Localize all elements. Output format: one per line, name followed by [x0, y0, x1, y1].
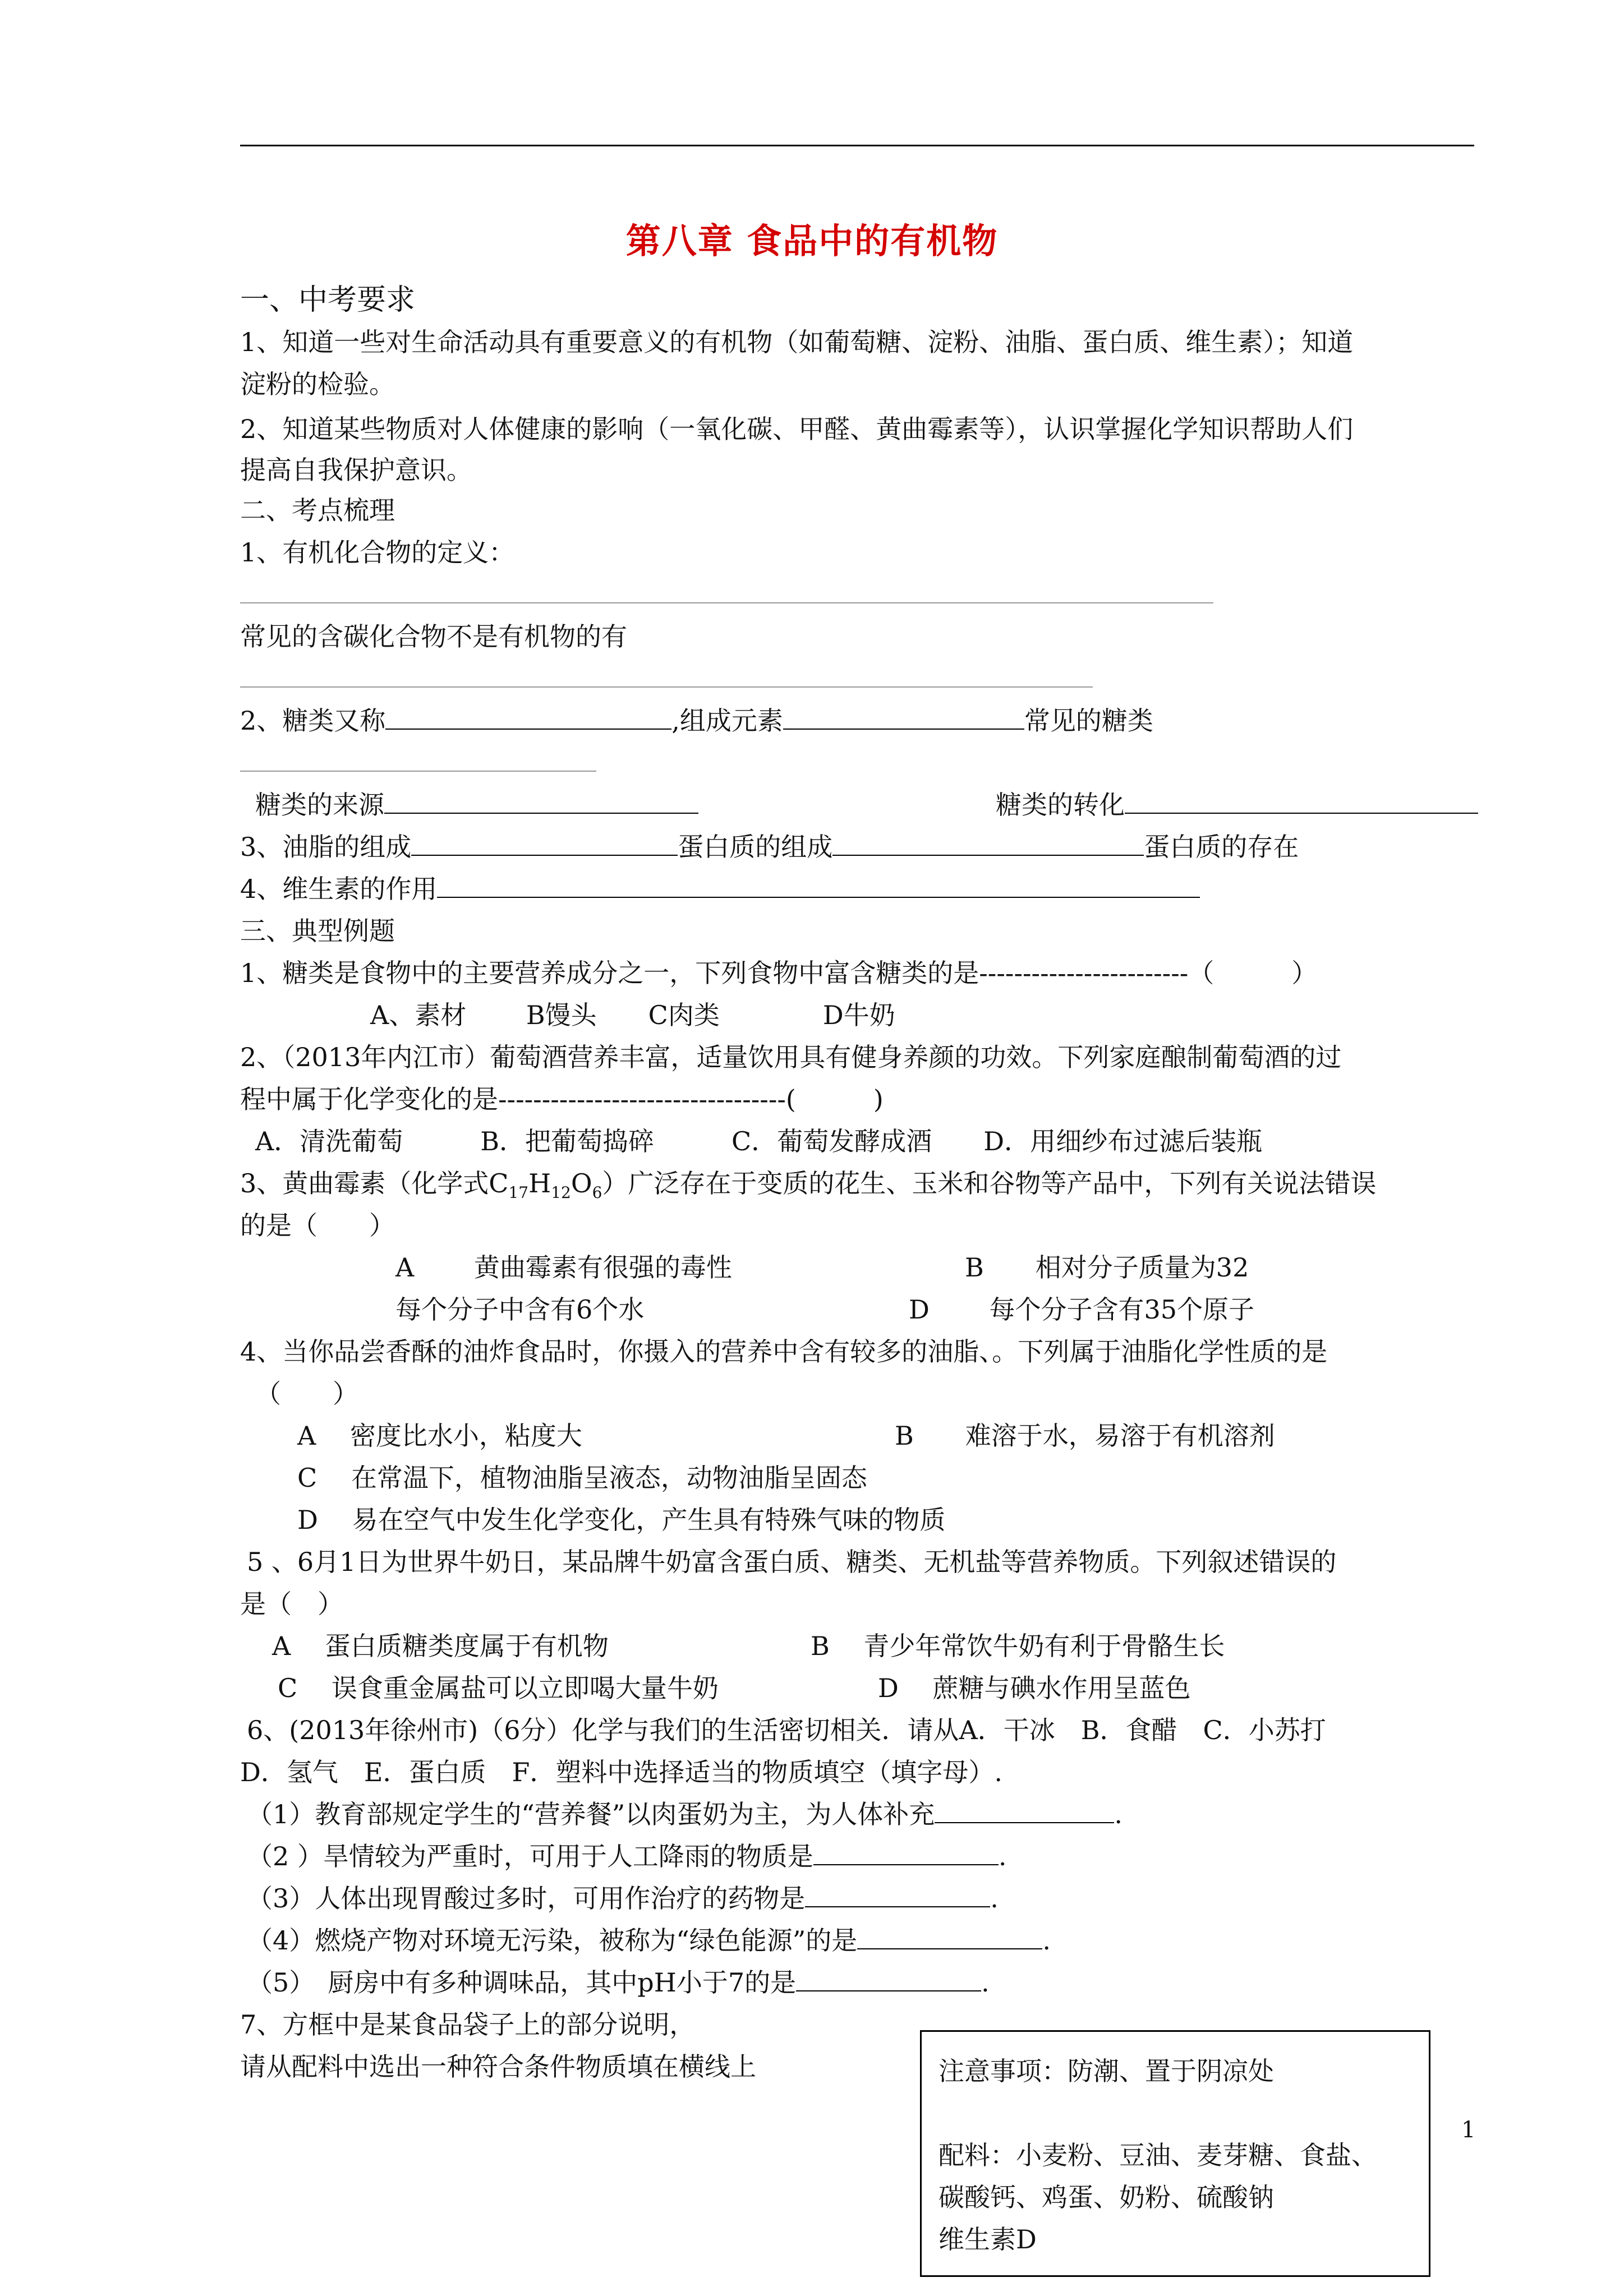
sugar-conversion-label: 糖类的转化: [996, 790, 1125, 820]
answer-blank-definition[interactable]: [240, 578, 1213, 611]
question-4-stem-line-1: 4、当你品尝香酥的油炸食品时，你摄入的营养中含有较多的油脂、。下列属于油脂化学性质的是: [240, 1336, 1328, 1367]
page-title: 第八章 食品中的有机物: [625, 220, 999, 261]
answer-blank-sugar-source[interactable]: [384, 790, 698, 814]
question-3-stem-line-1: [240, 1167, 1376, 1210]
question-7-stem-line-2: 请从配料中选出一种符合条件物质填在横线上: [240, 2051, 756, 2082]
answer-blank-q6-3[interactable]: [805, 1884, 990, 1907]
question-5-option-b: B 青少年常饮牛奶有利于骨骼生长: [811, 1631, 1225, 1661]
answer-blank-vitamin-function[interactable]: [437, 874, 1200, 898]
review-item-3: [240, 830, 1299, 864]
review-item-2-source: [255, 788, 698, 822]
period-mark: .: [1042, 1925, 1051, 1956]
question-4-option-b: B 难溶于水，易溶于有机溶剂: [895, 1421, 1275, 1451]
formula-element-h: H: [528, 1168, 551, 1198]
question-6-part-2: [247, 1839, 1007, 1873]
review-item-2-label-c: 常见的糖类: [1024, 706, 1153, 736]
period-mark: .: [981, 1967, 990, 1998]
answer-blank-carbon-compounds[interactable]: [240, 662, 1093, 695]
review-item-2-label-b: ,组成元素: [671, 706, 783, 736]
question-3-stem-suffix: ）广泛存在于变质的花生、玉米和谷物等产品中，下列有关说法错误: [602, 1168, 1377, 1198]
answer-blank-q6-4[interactable]: [857, 1926, 1042, 1949]
answer-blank-sugar-conversion[interactable]: [1125, 790, 1478, 814]
question-6-part-1-text: （1）教育部规定学生的“营养餐”以肉蛋奶为主，为人体补充: [247, 1799, 935, 1829]
question-4-option-a: A 密度比水小，粘度大: [297, 1421, 582, 1451]
question-6-part-3: [247, 1882, 999, 1915]
review-item-1b: 常见的含碳化合物不是有机物的有: [240, 621, 627, 652]
question-6-part-5: [247, 1966, 990, 1999]
answer-blank-protein-composition[interactable]: [832, 832, 1144, 856]
sugar-source-label: 糖类的来源: [255, 790, 384, 820]
period-mark: .: [990, 1883, 999, 1914]
question-3-option-b: B 相对分子质量为32: [965, 1252, 1249, 1283]
question-6-part-3-text: （3）人体出现胃酸过多时，可用作治疗的药物是: [247, 1883, 806, 1914]
answer-blank-q6-2[interactable]: [813, 1842, 999, 1865]
food-label-notice: 注意事项：防潮、置于阴凉处: [938, 2056, 1274, 2086]
question-7-stem-line-1: 7、方框中是某食品袋子上的部分说明，: [240, 2009, 696, 2040]
question-5-stem-line-1: 5 、6月1日为世界牛奶日，某品牌牛奶富含蛋白质、糖类、无机盐等营养物质。下列叙述错误的: [247, 1547, 1337, 1577]
vitamin-function-label: 4、维生素的作用: [240, 874, 438, 904]
section-heading-review: 二、考点梳理: [240, 495, 395, 525]
question-3-stem-line-2: 的是（ ）: [240, 1210, 395, 1241]
formula-subscript-o: 6: [592, 1183, 602, 1202]
food-label-ingredients-line-2: 碳酸钙、鸡蛋、奶粉、硫酸钠: [938, 2182, 1274, 2212]
section-heading-requirements: 一、中考要求: [240, 283, 416, 317]
review-item-1: 1、有机化合物的定义：: [240, 537, 515, 568]
question-6-part-1: [247, 1797, 1122, 1831]
question-3-stem-prefix: 3、黄曲霉素（化学式C: [240, 1168, 509, 1198]
food-label-ingredients-line-3: 维生素D: [938, 2224, 1037, 2254]
question-3-option-c: 每个分子中含有6个水: [395, 1294, 645, 1325]
requirement-1-line-1: 1、知道一些对生命活动具有重要意义的有机物（如葡萄糖、淀粉、油脂、蛋白质、维生素）；知道: [240, 327, 1354, 357]
formula-subscript-h: 12: [551, 1183, 571, 1202]
question-2-stem-line-2: 程中属于化学变化的是---------------------------------( ): [240, 1084, 884, 1114]
answer-blank-q6-5[interactable]: [796, 1968, 981, 1991]
section-heading-examples: 三、典型例题: [240, 916, 395, 946]
question-6-stem-line-1: 6、(2013年徐州市)（6分）化学与我们的生活密切相关．请从A．干冰 B．食醋 C．小苏打: [247, 1715, 1326, 1745]
question-5-option-c: C 误食重金属盐可以立即喝大量牛奶: [278, 1673, 719, 1703]
question-2-options: A．清洗葡萄 B．把葡萄捣碎 C．葡萄发酵成酒 D．用细纱布过滤后装瓶: [255, 1126, 1263, 1156]
food-label-box: [920, 2030, 1430, 2277]
question-3-option-d: D 每个分子含有35个原子: [909, 1294, 1255, 1325]
requirement-2-line-2: 提高自我保护意识。: [240, 455, 472, 485]
answer-blank-sugar-alias[interactable]: [385, 706, 671, 730]
food-label-ingredients-line-1: 配料：小麦粉、豆油、麦芽糖、食盐、: [938, 2140, 1377, 2170]
answer-blank-common-sugars[interactable]: [240, 746, 596, 780]
question-3-option-a: A 黄曲霉素有很强的毒性: [395, 1252, 732, 1283]
question-4-option-c: C 在常温下，植物油脂呈液态，动物油脂呈固态: [297, 1463, 867, 1493]
question-2-stem-line-1: 2、（2013年内江市）葡萄酒营养丰富，适量饮用具有健身养颜的功效。下列家庭酿制葡萄酒的过: [240, 1042, 1342, 1072]
question-6-stem-line-2: D．氢气 E．蛋白质 F．塑料中选择适当的物质填空（填字母）.: [240, 1757, 1002, 1787]
period-mark: .: [998, 1841, 1007, 1871]
requirement-1-line-2: 淀粉的检验。: [240, 369, 395, 399]
fat-composition-label: 3、油脂的组成: [240, 832, 412, 862]
period-mark: .: [1114, 1799, 1122, 1829]
formula-element-o: O: [571, 1168, 592, 1198]
page-number: 1: [1461, 2117, 1476, 2143]
question-6-part-5-text: （5） 厨房中有多种调味品，其中pH小于7的是: [247, 1967, 797, 1998]
question-4-option-d: D 易在空气中发生化学变化，产生具有特殊气味的物质: [297, 1505, 946, 1535]
question-5-option-a: A 蛋白质糖类度属于有机物: [272, 1631, 609, 1661]
review-item-2: [240, 704, 1153, 737]
header-rule: [240, 145, 1474, 146]
question-1-stem: 1、糖类是食物中的主要营养成分之一，下列食物中富含糖类的是------------------------（ ）: [240, 958, 1318, 988]
question-1-options: A、素材 B馒头 C肉类 D牛奶: [370, 1000, 895, 1030]
formula-subscript-c: 17: [508, 1183, 529, 1202]
question-4-stem-line-2: （ ）: [255, 1378, 358, 1409]
protein-composition-label: 蛋白质的组成: [678, 832, 833, 862]
review-item-2-conversion: [996, 788, 1478, 822]
answer-blank-fat-composition[interactable]: [411, 832, 678, 856]
answer-blank-q6-1[interactable]: [935, 1800, 1114, 1823]
question-5-option-d: D 蔗糖与碘水作用呈蓝色: [878, 1673, 1191, 1703]
review-item-2-label-a: 2、糖类又称: [240, 706, 386, 736]
protein-presence-label: 蛋白质的存在: [1144, 832, 1299, 862]
question-6-part-2-text: （2 ）旱情较为严重时，可用于人工降雨的物质是: [247, 1841, 813, 1871]
answer-blank-sugar-elements[interactable]: [783, 706, 1024, 730]
question-5-stem-line-2: 是（ ）: [240, 1589, 343, 1619]
requirement-2-line-1: 2、知道某些物质对人体健康的影响（一氧化碳、甲醛、黄曲霉素等），认识掌握化学知识帮助人们: [240, 414, 1354, 444]
question-6-part-4: [247, 1924, 1051, 1957]
question-6-part-4-text: （4）燃烧产物对环境无污染，被称为“绿色能源”的是: [247, 1925, 858, 1956]
review-item-4: [240, 872, 1200, 906]
